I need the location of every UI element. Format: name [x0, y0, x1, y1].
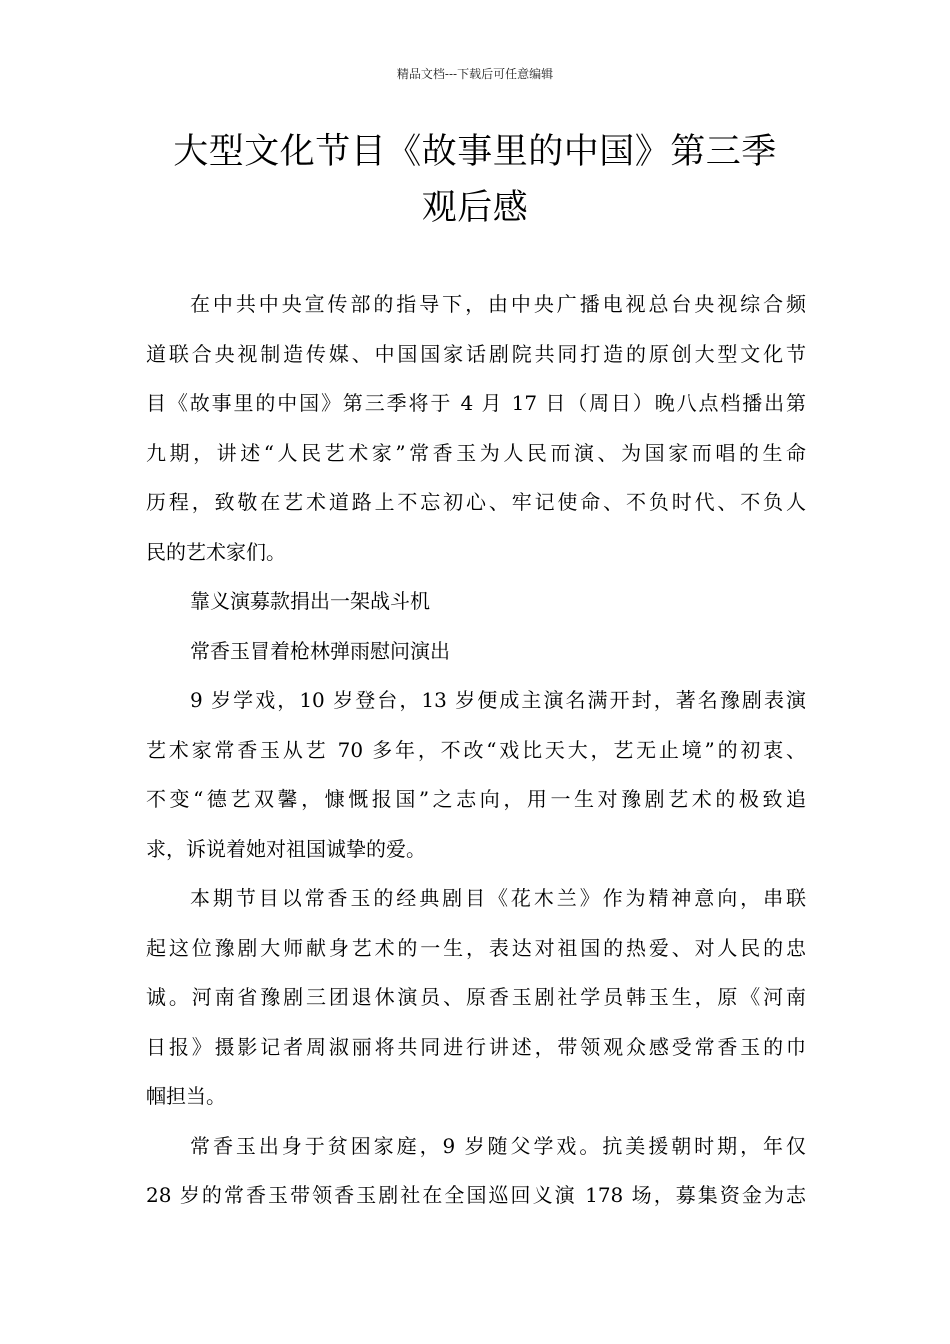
paragraph-line: 帼担当。	[146, 1084, 226, 1108]
paragraph-line: 九期，讲述“人民艺术家”常香玉为人民而演、为国家而唱的生命	[146, 440, 806, 465]
paragraph-line: 历程，致敬在艺术道路上不忘初心、牢记使命、不负时代、不负人	[146, 490, 806, 514]
document-title-line-2: 观后感	[421, 188, 529, 228]
paragraph-line: 9 岁学戏，10 岁登台，13 岁便成主演名满开封，著名豫剧表演	[190, 688, 806, 712]
paragraph-line: 28 岁的常香玉带领香玉剧社在全国巡回义演 178 场，募集资金为志	[146, 1183, 806, 1207]
document-title	[120, 124, 830, 236]
paragraph-line: 不变“德艺双馨，慷慨报国”之志向，用一生对豫剧艺术的极致追	[146, 787, 806, 811]
document-body	[146, 280, 806, 1221]
paragraph-line: 起这位豫剧大师献身艺术的一生，表达对祖国的热爱、对人民的忠	[146, 935, 806, 960]
document-title-line-1: 大型文化节目《故事里的中国》第三季	[173, 132, 777, 172]
paragraph-line: 在中共中央宣传部的指导下，由中央广播电视总台央视综合频	[190, 292, 806, 316]
paragraph-line: 艺术家常香玉从艺 70 多年，不改“戏比天大，艺无止境”的初衷、	[146, 737, 806, 762]
subheading-line: 常香玉冒着枪林弹雨慰问演出	[190, 638, 450, 663]
header-note: 精品文档---下载后可任意编辑	[396, 67, 554, 81]
paragraph-line: 常香玉出身于贫困家庭，9 岁随父学戏。抗美援朝时期，年仅	[190, 1133, 806, 1158]
subheading-line: 靠义演募款捐出一架战斗机	[190, 589, 430, 613]
paragraph-line: 求，诉说着她对祖国诚挚的爱。	[146, 836, 426, 861]
paragraph-line: 道联合央视制造传媒、中国国家话剧院共同打造的原创大型文化节	[146, 341, 806, 366]
paragraph-line: 目《故事里的中国》第三季将于 4 月 17 日（周日）晚八点档播出第	[146, 391, 806, 415]
paragraph-line: 民的艺术家们。	[146, 539, 286, 564]
paragraph-line: 日报》摄影记者周淑丽将共同进行讲述，带领观众感受常香玉的巾	[146, 1034, 806, 1059]
paragraph-line: 诚。河南省豫剧三团退休演员、原香玉剧社学员韩玉生，原《河南	[146, 985, 806, 1009]
paragraph-line: 本期节目以常香玉的经典剧目《花木兰》作为精神意向，串联	[190, 886, 806, 910]
